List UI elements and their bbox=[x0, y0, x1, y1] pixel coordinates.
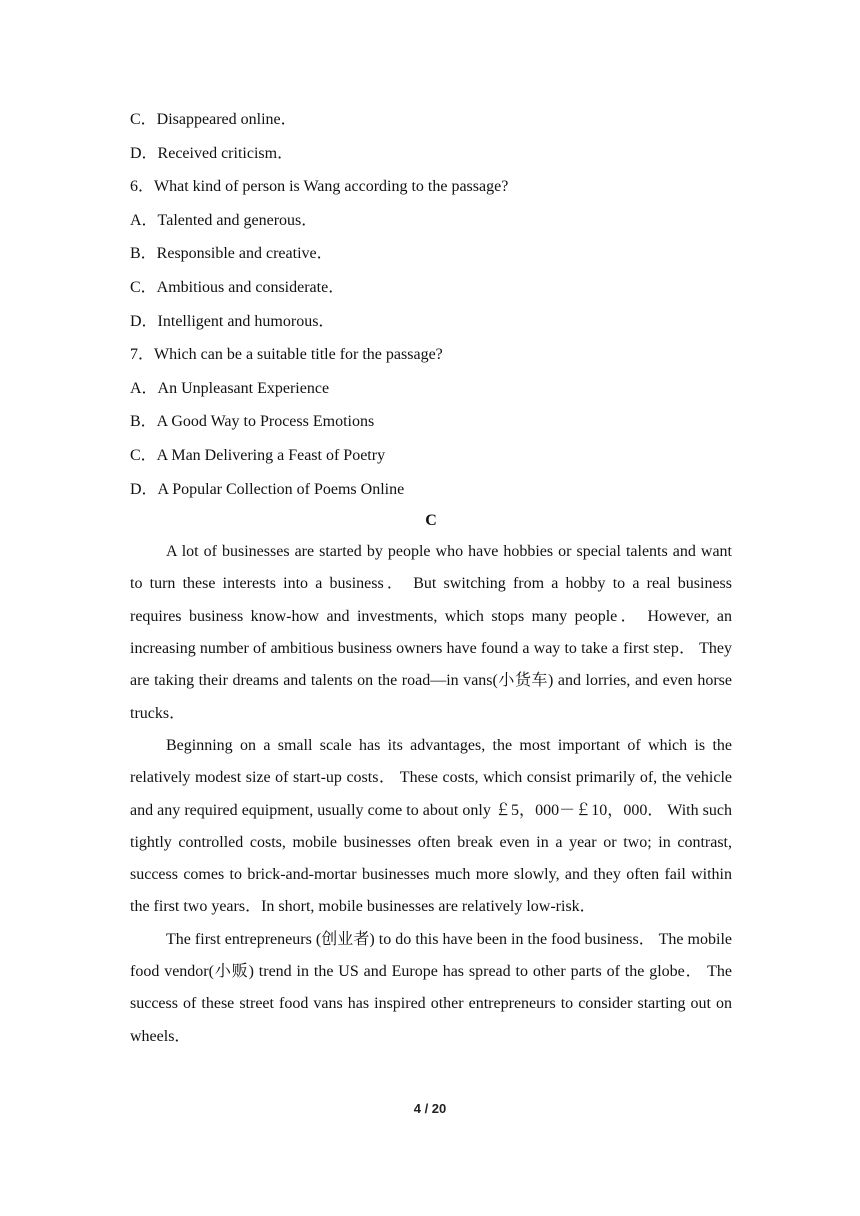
document-page bbox=[130, 103, 732, 1053]
passage-paragraph-1 bbox=[130, 536, 732, 730]
page-number: 4 / 20 bbox=[413, 1101, 447, 1116]
section-heading: C bbox=[425, 512, 437, 530]
question-6: 6．What kind of person is Wang according to the passage? bbox=[130, 178, 509, 196]
option-c-q7: C．A Man Delivering a Feast of Poetry bbox=[130, 446, 386, 464]
option-d-q5: D．Received criticism． bbox=[130, 144, 294, 162]
paragraph-3-text: The first entrepreneurs (创业者) to do this have been in the food business． The mobile food vendor(小贩) trend in the US and Europe has spread to other parts of the globe． The success of these street food vans has inspired other entrepreneurs to consider starting out on wheels． bbox=[130, 930, 732, 1045]
paragraph-2-text: Beginning on a small scale has its advantages, the most important of which is the relatively modest size of start-up costs． These costs, which consist primarily of, the vehicle and any required equipment, usually come to about only ￡5，000－￡10，000． With such tightly controlled costs, mobile businesses often break even in a year or two; in contrast, success comes to brick-and-mortar businesses much more slowly, and they often fail within the first two years．In short, mobile businesses are relatively low-risk． bbox=[130, 736, 732, 916]
option-c-q5: C．Disappeared online． bbox=[130, 111, 297, 128]
option-a-q7: A．An Unpleasant Experience bbox=[130, 379, 330, 397]
option-d-q7: D．A Popular Collection of Poems Online bbox=[130, 480, 405, 498]
question-7: 7．Which can be a suitable title for the passage? bbox=[130, 346, 443, 364]
paragraph-1-text: A lot of businesses are started by people who have hobbies or special talents and want to turn these interests into a business． But switching from a hobby to a real business requires business know-how and investments, which stops many people． However, an increasing number of ambitious business owners have found a way to take a first step． They are taking their dreams and talents on the road—in vans(小货车) and lorries, and even horse trucks． bbox=[130, 543, 732, 722]
passage-paragraph-2 bbox=[130, 730, 732, 924]
option-a-q6: A．Talented and generous． bbox=[130, 211, 318, 229]
passage-paragraph-3 bbox=[130, 924, 732, 1053]
option-d-q6: D．Intelligent and humorous． bbox=[130, 312, 335, 330]
option-c-q6: C．Ambitious and considerate． bbox=[130, 278, 345, 296]
option-b-q6: B．Responsible and creative． bbox=[130, 245, 333, 263]
option-b-q7: B．A Good Way to Process Emotions bbox=[130, 413, 375, 431]
